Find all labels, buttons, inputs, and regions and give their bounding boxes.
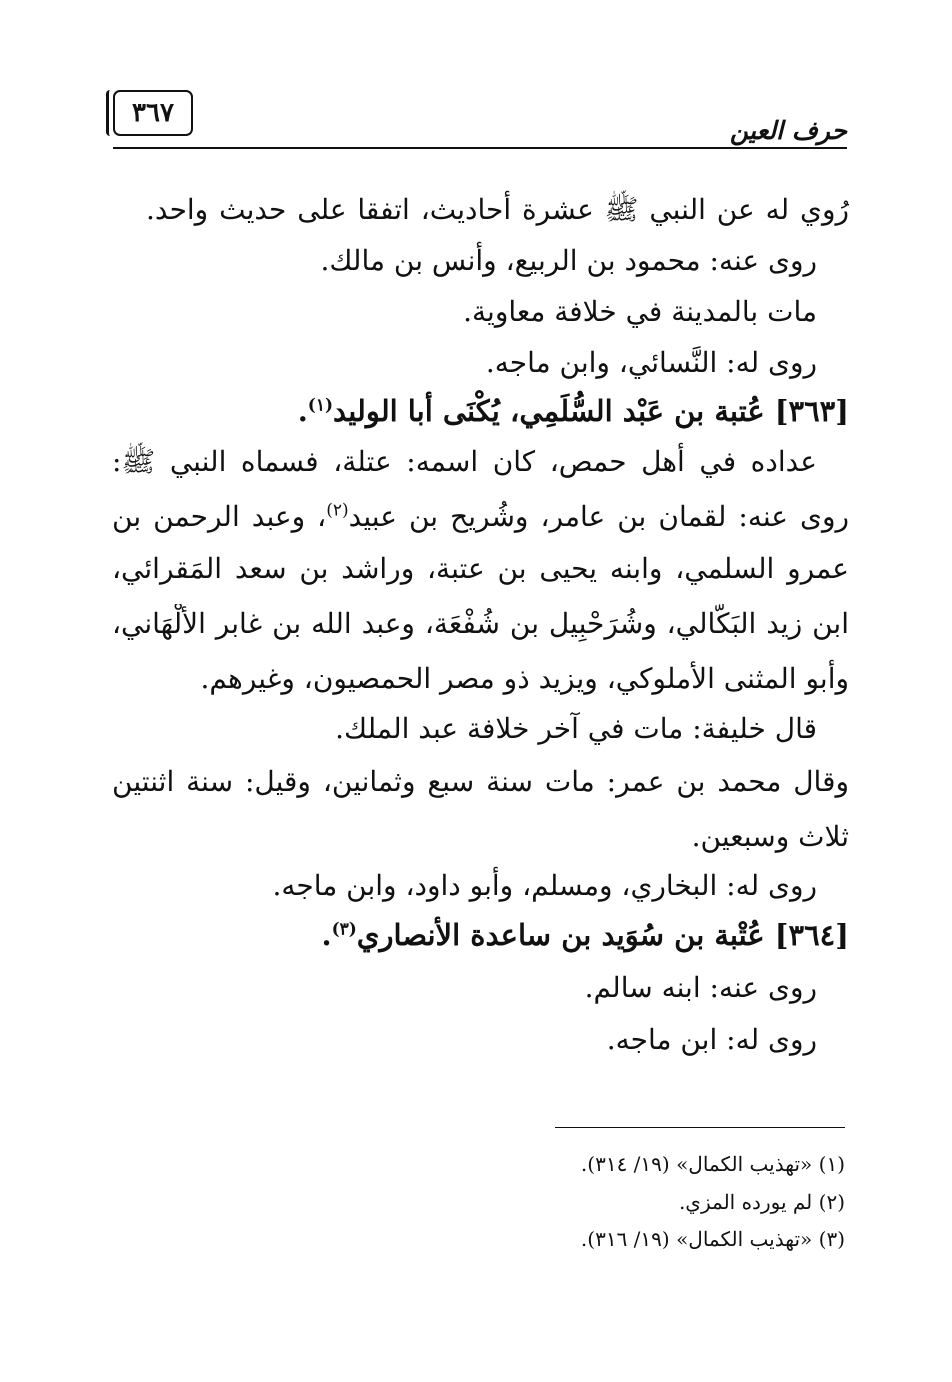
body-line-8: ابن زيد البَكّالي، وشُرَحْبِيل بن شُفْعَة، وعبد الله بن غابر الألْهَاني، (112, 607, 849, 640)
body-line-14: روى عنه: ابنه سالم. (584, 971, 817, 1004)
body-line-15: روى له: ابن ماجه. (606, 1023, 817, 1056)
body-line-9: وأبو المثنى الأملوكي، ويزيد ذو مصر الحمصيون، وغيرهم. (200, 662, 849, 695)
body-line-4: روى له: النَّسائي، وابن ماجه. (485, 346, 817, 379)
footnote-ref-1: (١) (307, 395, 334, 416)
footnote-rule (555, 1127, 845, 1128)
body-line-11: وقال محمد بن عمر: مات سنة سبع وثمانين، وقيل: سنة اثنتين (112, 765, 849, 798)
footnote-3: (٣) «تهذيب الكمال» (١٩/ ٣١٦). (580, 1227, 845, 1251)
body-line-6 (112, 497, 849, 537)
entry-heading-end: . (321, 918, 332, 952)
body-line-10: قال خليفة: مات في آخر خلافة عبد الملك. (335, 712, 817, 745)
footnote-2: (٢) لم يورده المزي. (678, 1190, 845, 1214)
body-line-12: ثلاث وسبعين. (691, 820, 849, 853)
body-line-6-part-b: ، وعبد الرحمن بن (112, 500, 327, 533)
footnote-ref-2: (٢) (326, 500, 349, 521)
page-number-box (113, 90, 193, 136)
header-rule (113, 147, 847, 149)
body-line-13: روى له: البخاري، ومسلم، وأبو داود، وابن ماجه. (272, 869, 817, 902)
body-line-6-part-a: روى عنه: لقمان بن عامر، وشُريح بن عبيد (348, 500, 849, 533)
body-line-1: رُوي له عن النبي ﷺ عشرة أحاديث، اتفقا على حديث واحد. (146, 193, 849, 226)
entry-heading-text: [٣٦٤] عُتْبة بن سُوَيد بن ساعدة الأنصاري (356, 918, 849, 952)
body-line-5: عداده في أهل حمص، كان اسمه: عتلة، فسماه النبي ﷺ: (112, 445, 817, 478)
entry-heading-364 (321, 915, 849, 955)
running-head: حرف العين (729, 116, 847, 145)
body-line-7: عمرو السلمي، وابنه يحيى بن عتبة، وراشد بن سعد المَقرائي، (112, 552, 849, 585)
footnote-ref-3: (٣) (331, 919, 357, 940)
entry-heading-text: [٣٦٣] عُتبة بن عَبْد السُّلَمِي، يُكْنَى أبا الوليد (333, 394, 849, 428)
entry-heading-end: . (297, 394, 308, 428)
body-line-2: روى عنه: محمود بن الربيع، وأنس بن مالك. (320, 244, 817, 277)
body-line-3: مات بالمدينة في خلافة معاوية. (463, 295, 817, 328)
footnote-1: (١) «تهذيب الكمال» (١٩/ ٣١٤). (580, 1152, 845, 1176)
page-number: ٣٦٧ (132, 98, 174, 128)
entry-heading-363 (298, 391, 849, 431)
